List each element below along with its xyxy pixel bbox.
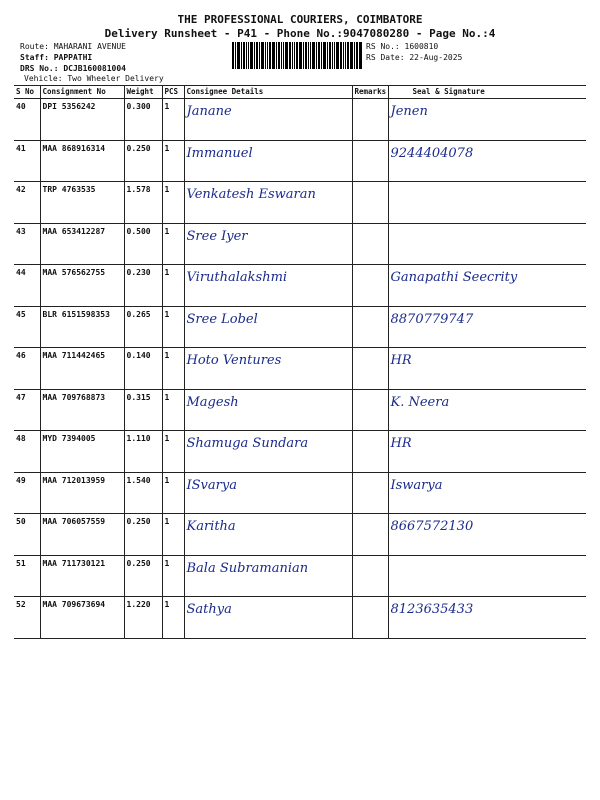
row-weight: 1.110 (124, 431, 162, 473)
row-sno: 43 (14, 223, 40, 265)
row-sno: 46 (14, 348, 40, 390)
row-consignee: Venkatesh Eswaran (184, 182, 352, 224)
table-row (14, 223, 586, 265)
row-weight: 0.140 (124, 348, 162, 390)
row-seal-signature: 8667572130 (388, 514, 586, 556)
table-row (14, 431, 586, 473)
row-seal-signature (388, 555, 586, 597)
row-weight: 1.220 (124, 597, 162, 639)
row-remarks (352, 140, 388, 182)
row-consignment-no: MAA 709768873 (40, 389, 124, 431)
column-header-weight: Weight (124, 86, 162, 99)
row-seal-signature: Jenen (388, 99, 586, 141)
row-seal-signature (388, 182, 586, 224)
table-row (14, 389, 586, 431)
runsheet-table (14, 85, 586, 639)
table-row (14, 306, 586, 348)
row-seal-signature: HR (388, 431, 586, 473)
row-remarks (352, 472, 388, 514)
row-remarks (352, 514, 388, 556)
row-consignee: Bala Subramanian (184, 555, 352, 597)
row-consignee: Shamuga Sundara (184, 431, 352, 473)
row-consignee: Sathya (184, 597, 352, 639)
row-remarks (352, 555, 388, 597)
row-sno: 47 (14, 389, 40, 431)
row-pcs: 1 (162, 140, 184, 182)
row-consignment-no: DPI 5356242 (40, 99, 124, 141)
row-remarks (352, 99, 388, 141)
table-row (14, 99, 586, 141)
table-row (14, 597, 586, 639)
row-consignment-no: MAA 711442465 (40, 348, 124, 390)
row-remarks (352, 348, 388, 390)
row-seal-signature: 9244404078 (388, 140, 586, 182)
row-remarks (352, 182, 388, 224)
route-label: Route: MAHARANI AVENUE (20, 42, 126, 51)
column-header-consignment: Consignment No (40, 86, 124, 99)
row-consignee: ISvarya (184, 472, 352, 514)
row-consignee: Sree Lobel (184, 306, 352, 348)
row-consignee: Viruthalakshmi (184, 265, 352, 307)
row-weight: 0.500 (124, 223, 162, 265)
row-seal-signature: HR (388, 348, 586, 390)
row-seal-signature: Ganapathi Seecrity (388, 265, 586, 307)
row-pcs: 1 (162, 431, 184, 473)
row-consignee: Hoto Ventures (184, 348, 352, 390)
row-pcs: 1 (162, 306, 184, 348)
row-consignment-no: MAA 711730121 (40, 555, 124, 597)
row-sno: 52 (14, 597, 40, 639)
row-consignee: Sree Iyer (184, 223, 352, 265)
row-weight: 0.250 (124, 514, 162, 556)
company-title: THE PROFESSIONAL COURIERS, COIMBATORE (177, 13, 423, 26)
row-pcs: 1 (162, 182, 184, 224)
row-weight: 0.315 (124, 389, 162, 431)
row-consignee: Karitha (184, 514, 352, 556)
row-seal-signature: 8123635433 (388, 597, 586, 639)
table-row (14, 472, 586, 514)
row-remarks (352, 389, 388, 431)
row-weight: 0.265 (124, 306, 162, 348)
row-consignment-no: MAA 706057559 (40, 514, 124, 556)
row-pcs: 1 (162, 514, 184, 556)
row-remarks (352, 597, 388, 639)
row-weight: 1.578 (124, 182, 162, 224)
rs-number: RS No.: 1600810 (366, 42, 439, 51)
table-row (14, 140, 586, 182)
row-remarks (352, 306, 388, 348)
barcode-image (232, 42, 362, 69)
row-sno: 49 (14, 472, 40, 514)
column-header-consignee: Consignee Details (184, 86, 352, 99)
row-sno: 45 (14, 306, 40, 348)
row-consignment-no: BLR 6151598353 (40, 306, 124, 348)
table-row (14, 555, 586, 597)
table-row (14, 348, 586, 390)
row-consignment-no: MAA 653412287 (40, 223, 124, 265)
column-header-seal: Seal & Signature (388, 86, 586, 99)
table-row (14, 514, 586, 556)
drs-number: DRS No.: DCJB160081004 (20, 64, 126, 73)
row-sno: 48 (14, 431, 40, 473)
staff-label: Staff: PAPPATHI (20, 53, 93, 62)
row-pcs: 1 (162, 555, 184, 597)
table-header-row (14, 86, 586, 99)
row-seal-signature: 8870779747 (388, 306, 586, 348)
column-header-remarks: Remarks (352, 86, 388, 99)
row-consignment-no: MAA 709673694 (40, 597, 124, 639)
row-pcs: 1 (162, 389, 184, 431)
row-weight: 0.230 (124, 265, 162, 307)
row-pcs: 1 (162, 597, 184, 639)
row-pcs: 1 (162, 265, 184, 307)
row-weight: 0.250 (124, 140, 162, 182)
row-pcs: 1 (162, 472, 184, 514)
rs-date: RS Date: 22-Aug-2025 (366, 53, 463, 62)
row-weight: 0.250 (124, 555, 162, 597)
row-pcs: 1 (162, 99, 184, 141)
row-consignment-no: TRP 4763535 (40, 182, 124, 224)
row-remarks (352, 265, 388, 307)
row-sno: 51 (14, 555, 40, 597)
row-sno: 44 (14, 265, 40, 307)
row-consignment-no: MAA 576562755 (40, 265, 124, 307)
row-remarks (352, 223, 388, 265)
row-consignee: Immanuel (184, 140, 352, 182)
row-sno: 40 (14, 99, 40, 141)
row-sno: 50 (14, 514, 40, 556)
row-sno: 42 (14, 182, 40, 224)
row-seal-signature: Iswarya (388, 472, 586, 514)
row-consignee: Janane (184, 99, 352, 141)
row-consignment-no: MYD 7394005 (40, 431, 124, 473)
row-weight: 1.540 (124, 472, 162, 514)
column-header-pcs: PCS (162, 86, 184, 99)
row-sno: 41 (14, 140, 40, 182)
row-seal-signature (388, 223, 586, 265)
row-seal-signature: K. Neera (388, 389, 586, 431)
table-row (14, 265, 586, 307)
row-pcs: 1 (162, 223, 184, 265)
row-remarks (352, 431, 388, 473)
row-consignment-no: MAA 712013959 (40, 472, 124, 514)
table-row (14, 182, 586, 224)
row-weight: 0.300 (124, 99, 162, 141)
row-consignment-no: MAA 868916314 (40, 140, 124, 182)
vehicle-label: Vehicle: Two Wheeler Delivery (24, 74, 164, 83)
runsheet-subtitle: Delivery Runsheet - P41 - Phone No.:9047080280 - Page No.:4 (104, 27, 496, 40)
row-consignee: Magesh (184, 389, 352, 431)
row-pcs: 1 (162, 348, 184, 390)
column-header-sno: S No (14, 86, 40, 99)
